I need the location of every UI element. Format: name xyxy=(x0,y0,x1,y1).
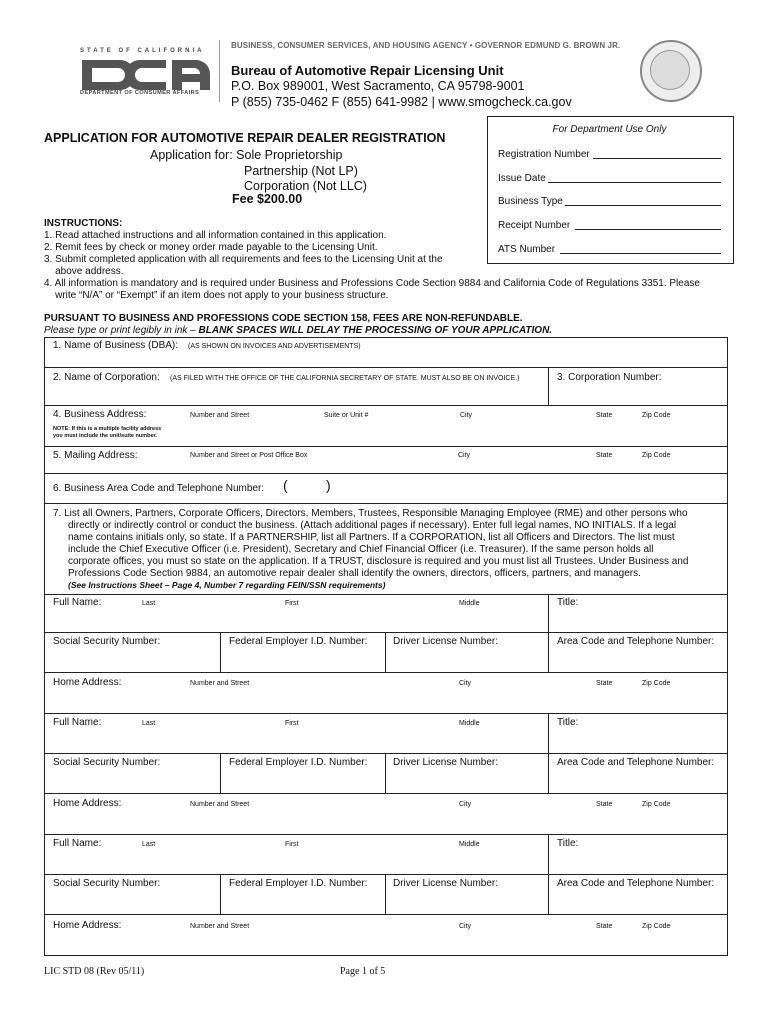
corporation-name-label: 2. Name of Corporation: xyxy=(53,372,160,383)
city-caption: City xyxy=(459,801,472,808)
city-caption: City xyxy=(459,680,472,687)
receipt-number-field[interactable] xyxy=(575,229,721,230)
instruction-line: 3. Submit completed application with all requirements and fees to the Licensing Unit at the xyxy=(44,254,443,265)
owner-1-home-address-field[interactable] xyxy=(45,673,726,713)
multiple-facility-note: NOTE: If this is a multiple facility address xyxy=(53,426,162,432)
phone-label: Area Code and Telephone Number: xyxy=(557,636,715,647)
zip-caption: Zip Code xyxy=(642,923,671,930)
street-caption: Number and Street xyxy=(190,923,250,930)
zip-caption: Zip Code xyxy=(642,680,671,687)
title-label: Title: xyxy=(557,597,579,608)
ats-number-label: ATS Number xyxy=(498,244,556,255)
option-partnership: Partnership (Not LP) xyxy=(244,164,358,178)
fein-label: Federal Employer I.D. Number: xyxy=(229,636,368,647)
mailing-address-field[interactable] xyxy=(45,447,726,473)
mailing-city-caption: City xyxy=(458,452,471,459)
home-address-label: Home Address: xyxy=(53,677,122,688)
department-use-box xyxy=(487,116,734,264)
registration-number-label: Registration Number xyxy=(498,149,590,160)
state-caption: State xyxy=(596,801,613,808)
phone-label: Area Code and Telephone Number: xyxy=(557,757,715,768)
issue-date-field[interactable] xyxy=(548,182,721,183)
owners-paragraph-line: Professions Code Section 9884, an automotive repair dealer shall identify the owners, directors, officers, partners, and managers. xyxy=(68,568,641,579)
receipt-number-label: Receipt Number xyxy=(498,220,571,231)
first-caption: First xyxy=(285,600,299,607)
legibility-notice xyxy=(44,325,552,336)
issue-date-label: Issue Date xyxy=(498,173,546,184)
last-caption: Last xyxy=(142,720,156,727)
first-caption: First xyxy=(285,841,299,848)
mailing-street-caption: Number and Street or Post Office Box xyxy=(190,452,308,459)
last-caption: Last xyxy=(142,600,156,607)
owners-paragraph-line: corporate offices, you must so state on the application. If a TRUST, disclosure is required and you must list all Trustees. Under Business and xyxy=(68,556,689,567)
mailing-address-label: 5. Mailing Address: xyxy=(53,450,138,461)
street-caption: Number and Street xyxy=(190,680,250,687)
application-for: Application for: Sole Proprietorship xyxy=(150,148,343,162)
owner-3-home-address-field[interactable] xyxy=(45,915,726,954)
fein-ssn-reference: (See Instructions Sheet – Page 4, Number 7 regarding FEIN/SSN requirements) xyxy=(68,580,386,590)
instruction-line: 1. Read attached instructions and all information contained in this application. xyxy=(44,230,387,241)
logo-state-text: STATE OF CALIFORNIA xyxy=(80,48,205,54)
business-phone-label: 6. Business Area Code and Telephone Number: xyxy=(53,483,265,494)
fee-amount: Fee $200.00 xyxy=(232,192,303,206)
business-type-label: Business Type xyxy=(498,196,563,207)
home-address-label: Home Address: xyxy=(53,798,122,809)
business-zip-caption: Zip Code xyxy=(642,412,671,419)
business-name-label: 1. Name of Business (DBA): xyxy=(53,340,179,351)
header-divider xyxy=(219,40,220,102)
department-use-title: For Department Use Only xyxy=(552,124,667,135)
state-caption: State xyxy=(596,923,613,930)
fein-label: Federal Employer I.D. Number: xyxy=(229,757,368,768)
owners-paragraph-line: 7. List all Owners, Partners, Corporate Officers, Directors, Members, Trustees, Responsible Managing Employee (RME) and other persons who xyxy=(53,508,688,519)
phone-label: Area Code and Telephone Number: xyxy=(557,878,715,889)
first-caption: First xyxy=(285,720,299,727)
corporation-name-note: (AS FILED WITH THE OFFICE OF THE CALIFORNIA SECRETARY OF STATE. MUST ALSO BE ON INVOICE.) xyxy=(170,375,520,382)
business-type-field[interactable] xyxy=(565,205,721,206)
middle-caption: Middle xyxy=(459,841,480,848)
registration-number-field[interactable] xyxy=(593,158,721,159)
middle-caption: Middle xyxy=(459,600,480,607)
logo-dept-text: DEPARTMENT OF CONSUMER AFFAIRS xyxy=(80,90,200,96)
blank-spaces-warning: BLANK SPACES WILL DELAY THE PROCESSING OF YOUR APPLICATION. xyxy=(198,325,553,336)
home-address-label: Home Address: xyxy=(53,920,122,931)
area-code-open-paren: ( xyxy=(283,477,288,493)
business-suite-caption: Suite or Unit # xyxy=(324,412,369,419)
fein-label: Federal Employer I.D. Number: xyxy=(229,878,368,889)
mailing-state-caption: State xyxy=(596,452,613,459)
driver-license-label: Driver License Number: xyxy=(393,757,499,768)
area-code-close-paren: ) xyxy=(326,477,331,493)
instructions-heading: INSTRUCTIONS: xyxy=(44,218,123,229)
owners-paragraph-line: directly or indirectly control or conduct the business. (Attach additional pages if necessary). Enter full legal names, NO INITIALS. If a legal xyxy=(68,520,677,531)
driver-license-label: Driver License Number: xyxy=(393,878,499,889)
owners-paragraph-line: name contains initials only, so state. If a PARTNERSHIP, list all Partners. If a CORPORATION, list all Officers and Directors. The list must xyxy=(68,532,675,543)
page-number: Page 1 of 5 xyxy=(340,966,386,977)
street-caption: Number and Street xyxy=(190,801,250,808)
owners-paragraph-line: include the Chief Executive Officer (i.e. President), Secretary and Chief Financial Officer (i.e. Treasurer). If the same person holds all xyxy=(68,544,654,555)
state-caption: State xyxy=(596,680,613,687)
mailing-zip-caption: Zip Code xyxy=(642,452,671,459)
ssn-label: Social Security Number: xyxy=(53,757,161,768)
middle-caption: Middle xyxy=(459,720,480,727)
full-name-label: Full Name: xyxy=(53,717,102,728)
ssn-label: Social Security Number: xyxy=(53,878,161,889)
instruction-line: write “N/A” or “Exempt” if an item does not apply to your business structure. xyxy=(44,290,389,301)
ssn-label: Social Security Number: xyxy=(53,636,161,647)
bureau-phone-line: P (855) 735-0462 F (855) 641-9982 | www.smogcheck.ca.gov xyxy=(231,95,572,109)
row-divider xyxy=(44,503,727,504)
form-id: LIC STD 08 (Rev 05/11) xyxy=(44,966,145,977)
bureau-address: P.O. Box 989001, West Sacramento, CA 95798-9001 xyxy=(231,79,525,93)
agency-line: BUSINESS, CONSUMER SERVICES, AND HOUSING AGENCY • GOVERNOR EDMUND G. BROWN JR. xyxy=(231,41,621,50)
option-corporation: Corporation (Not LLC) xyxy=(244,179,367,193)
business-address-label: 4. Business Address: xyxy=(53,409,147,420)
non-refundable-notice: PURSUANT TO BUSINESS AND PROFESSIONS CODE SECTION 158, FEES ARE NON-REFUNDABLE. xyxy=(44,313,523,324)
city-caption: City xyxy=(459,923,472,930)
title-label: Title: xyxy=(557,717,579,728)
bureau-name: Bureau of Automotive Repair Licensing Unit xyxy=(231,63,504,78)
state-seal-inner xyxy=(650,50,690,90)
full-name-label: Full Name: xyxy=(53,597,102,608)
instruction-line: 2. Remit fees by check or money order made payable to the Licensing Unit. xyxy=(44,242,378,253)
title-label: Title: xyxy=(557,838,579,849)
business-street-caption: Number and Street xyxy=(190,412,250,419)
instruction-line: above address. xyxy=(44,266,124,277)
instruction-line: 4. All information is mandatory and is required under Business and Professions Code Section 9884 and California Code of Regulations 3351. Please xyxy=(44,278,700,289)
last-caption: Last xyxy=(142,841,156,848)
full-name-label: Full Name: xyxy=(53,838,102,849)
legibility-notice-text: Please type or print legibly in ink – xyxy=(44,325,199,336)
unit-suite-note: you must include the unit/suite number. xyxy=(53,433,157,439)
business-city-caption: City xyxy=(460,412,473,419)
driver-license-label: Driver License Number: xyxy=(393,636,499,647)
ats-number-field[interactable] xyxy=(560,253,721,254)
zip-caption: Zip Code xyxy=(642,801,671,808)
owner-2-home-address-field[interactable] xyxy=(45,794,726,834)
corporation-number-label: 3. Corporation Number: xyxy=(557,372,662,383)
business-state-caption: State xyxy=(596,412,613,419)
business-name-note: (AS SHOWN ON INVOICES AND ADVERTISEMENTS) xyxy=(188,343,361,350)
application-title: APPLICATION FOR AUTOMOTIVE REPAIR DEALER REGISTRATION xyxy=(44,131,446,145)
